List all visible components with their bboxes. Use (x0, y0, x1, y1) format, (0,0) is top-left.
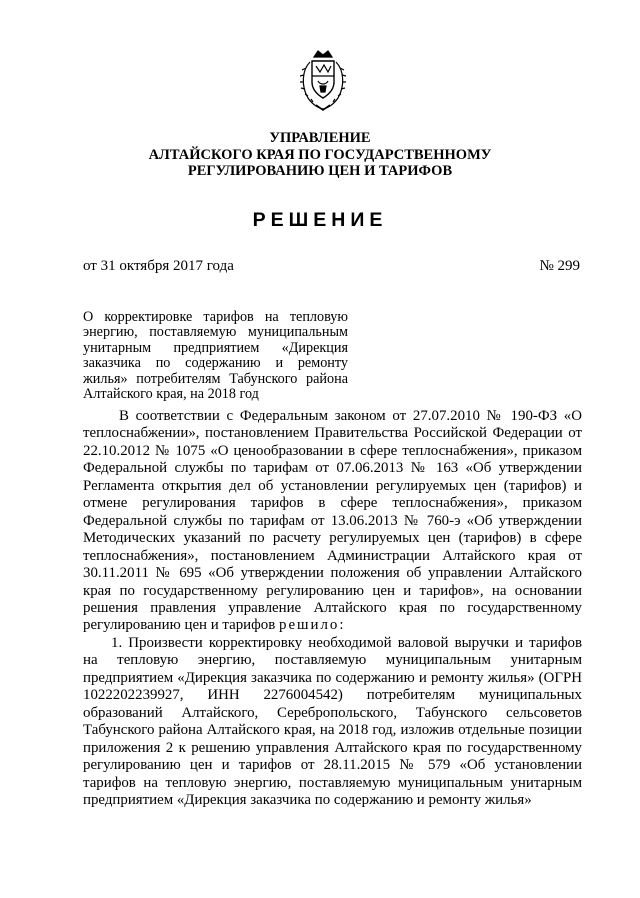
preamble-text: В соответствии с Федеральным законом от 27.07.2010 № 190-ФЗ «О теплоснабжении», постановлением Правительства Российской Федерации от 22.10.2012 № 1075 «О ценообразовании в сфере теплоснабжения», приказом Федеральной службы по тарифам от 07.06.2013 № 163 «Об утверждении Регламента открытия дел об установлении регулируемых цен (тарифов) и отмене регулирования тарифов в сфере теплоснабжения», приказом Федеральной службы по тарифам от 13.06.2013 № 760-э «Об утверждении Методических указаний по расчету регулируемых цен (тарифов) в сфере теплоснабжения», постановлением Администрации Алтайского края от 30.11.2011 № 695 «Об утверждении положения об управлении Алтайского края по государственному регулированию цен и тарифов», на основании решения правления управление Алтайского края по государственному регулированию цен и тарифов (83, 408, 582, 634)
authority-header (0, 130, 640, 180)
document-title: РЕШЕНИЕ (252, 209, 388, 231)
document-date: от 31 октября 2017 года (83, 258, 234, 274)
preamble-paragraph: В соответствии с Федеральным законом от 27.07.2010 № 190-ФЗ «О теплоснабжении», постановлением Правительства Российской Федерации от 22.10.2012 № 1075 «О ценообразовании в сфере теплоснабжения», приказом Федеральной службы по тарифам от 07.06.2013 № 163 «Об утверждении Регламента открытия дел об установлении регулируемых цен (тарифов) и отмене регулирования тарифов в сфере теплоснабжения», приказом Федеральной службы по тарифам от 13.06.2013 № 760-э «Об утверждении Методических указаний по расчету регулируемых цен (тарифов) в сфере теплоснабжения», постановлением Администрации Алтайского края от 30.11.2011 № 695 «Об утверждении положения об управлении Алтайского края по государственному регулированию цен и тарифов», на основании решения правления управление Алтайского края по государственному регулированию цен и тарифов решило: (83, 408, 582, 634)
document-body (83, 408, 582, 809)
header-line-2: АЛТАЙСКОГО КРАЯ ПО ГОСУДАРСТВЕННОМУ (148, 146, 492, 163)
decided-word: решило (279, 617, 340, 634)
document-subject: О корректировке тарифов на тепловую энергию, поставляемую муниципальным унитарным предприятием «Дирекция заказчика по содержанию и ремонту жилья» потребителям Табунского района Алтайского края, на 2018 год (83, 309, 348, 403)
item-1-paragraph: 1. Произвести корректировку необходимой валовой выручки и тарифов на тепловую энергию, поставляемую муниципальным унитарным предприятием «Дирекция заказчика по содержанию и ремонту жилья» (ОГРН 1022202239927, ИНН 2276004542) потребителям муниципальных образований Алтайского, Серебропольского, Табунского сельсоветов Табунского района Алтайского края, на 2018 год, изложив отдельные позиции приложения 2 к решению управления Алтайского края по государственному регулированию цен и тарифов от 28.11.2015 № 579 «Об установлении тарифов на тепловую энергию, поставляемую муниципальным унитарным предприятием «Дирекция заказчика по содержанию и ремонту жилья» (83, 634, 582, 808)
document-number: № 299 (539, 258, 580, 274)
header-line-1: УПРАВЛЕНИЕ (269, 130, 371, 146)
header-line-3: РЕГУЛИРОВАНИЮ ЦЕН И ТАРИФОВ (187, 163, 453, 179)
coat-of-arms-icon (298, 48, 348, 112)
